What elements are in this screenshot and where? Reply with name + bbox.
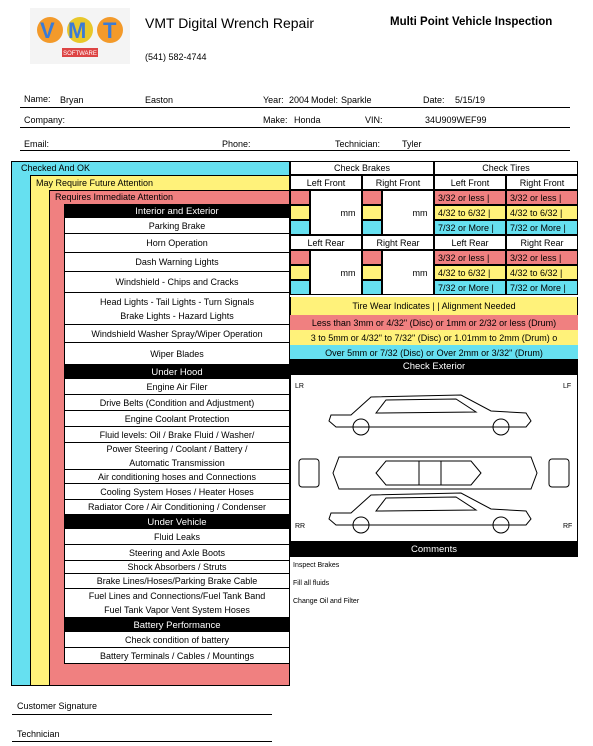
comments-title: Comments (290, 542, 578, 557)
battery-item[interactable] (64, 648, 290, 664)
exterior-rr-label: RR (295, 523, 306, 530)
wear-yellow-row: 3 to 5mm or 4/32" to 7/32" (Disc) or 1.01mm to 2mm (Drum) o (290, 330, 578, 345)
logo-graphic (30, 8, 130, 64)
brake-rear-unit: mm (412, 268, 428, 278)
company-logo (30, 8, 130, 64)
brakes-left-rear-header: Left Rear (290, 235, 362, 250)
svg-text:M: M (68, 18, 87, 43)
checklist-item-text: Air conditioning hoses and Connections (97, 471, 257, 482)
technician-value[interactable]: Tyler (402, 139, 422, 149)
checklist-item-text: Parking Brake (148, 220, 206, 231)
vin-value[interactable]: 34U909WEF99 (425, 115, 487, 125)
brakes-title: Check Brakes (290, 161, 434, 175)
form-title: Multi Point Vehicle Inspection (390, 16, 553, 28)
company-name: VMT Digital Wrench Repair (145, 15, 315, 31)
name-label: Name: (24, 94, 51, 104)
hood-item[interactable] (64, 443, 290, 470)
comment-line-2[interactable]: Fill all fluids (293, 580, 330, 587)
interior-item[interactable] (64, 234, 290, 253)
brake-front-unit: mm (412, 208, 428, 218)
tires-title: Check Tires (434, 161, 578, 175)
tires-right-front-header: Right Front (506, 175, 578, 190)
checklist-item-text: Fluid levels: Oil / Brake Fluid / Washer/ (99, 429, 255, 440)
tires-front-option[interactable]: 3/32 or less | (434, 190, 506, 205)
checklist-item-text: Dash Warning Lights (135, 257, 219, 267)
brakes-right-front-header: Right Front (362, 175, 434, 190)
checklist-item-text: Wiper Blades (150, 348, 204, 359)
tires-rear-option[interactable]: 4/32 to 6/32 | (434, 265, 506, 280)
battery-item[interactable] (64, 632, 290, 648)
hood-item[interactable] (64, 411, 290, 427)
checklist-item-text: Power Steering / Coolant / Battery / (106, 444, 248, 454)
vin-label: VIN: (365, 115, 383, 125)
tires-front-option[interactable]: 7/32 or More | (434, 220, 506, 235)
checklist-item-text: Steering and Axle Boots (128, 547, 226, 558)
year-label: Year: (263, 95, 284, 105)
model-label: Model: (311, 95, 339, 105)
brake-rear-swatch (362, 250, 382, 265)
hood-item[interactable] (64, 379, 290, 395)
tires-front-option[interactable]: 4/32 to 6/32 | (434, 205, 506, 220)
vehicle-item[interactable] (64, 589, 290, 618)
interior-item[interactable] (64, 272, 290, 293)
interior-item[interactable] (64, 293, 290, 325)
brake-front-swatch (290, 220, 310, 235)
brakes-right-rear-header: Right Rear (362, 235, 434, 250)
hood-item[interactable] (64, 427, 290, 443)
company-underline (20, 127, 570, 128)
company-label: Company: (24, 115, 66, 125)
tires-rear-option[interactable]: 3/32 or less | (506, 250, 578, 265)
brake-front-swatch (362, 220, 382, 235)
exterior-lr-label: LR (295, 383, 304, 390)
vehicle-item[interactable] (64, 574, 290, 589)
make-label: Make: (263, 115, 288, 125)
tires-front-option[interactable]: 7/32 or More | (506, 220, 578, 235)
brake-rear-swatch (290, 250, 310, 265)
checklist-item-text: Radiator Core / Air Conditioning / Condenser (87, 502, 267, 512)
model-value[interactable]: Sparkle (341, 95, 372, 105)
interior-item[interactable] (64, 343, 290, 365)
exterior-lf-label: LF (563, 383, 572, 390)
brake-front-swatch (362, 190, 382, 205)
email-underline (20, 150, 570, 151)
make-value[interactable]: Honda (294, 115, 321, 125)
comment-line-1[interactable]: Inspect Brakes (293, 562, 340, 569)
section-under-hood: Under Hood (64, 365, 290, 379)
wear-title: Tire Wear Indicates | | Alignment Needed (290, 297, 578, 315)
tires-rear-option[interactable]: 4/32 to 6/32 | (506, 265, 578, 280)
hood-item[interactable] (64, 484, 290, 500)
brakes-left-front-header: Left Front (290, 175, 362, 190)
email-label: Email: (24, 139, 50, 149)
checklist-item-text: Shock Absorbers / Struts (127, 562, 227, 572)
tires-rear-option[interactable]: 3/32 or less | (434, 250, 506, 265)
checklist-item-text: Automatic Transmission (129, 458, 225, 468)
exterior-title: Check Exterior (290, 359, 578, 374)
technician-label: Technician: (335, 139, 381, 149)
wear-red-row: Less than 3mm or 4/32" (Disc) or 1mm or 2/32 or less (Drum) (290, 315, 578, 330)
comment-line-3[interactable]: Change Oil and Filter (293, 598, 360, 605)
checklist-item-text: Head Lights - Tail Lights - Turn Signals (100, 296, 254, 307)
tires-rear-option[interactable]: 7/32 or More | (434, 280, 506, 295)
checklist-item-text: Engine Coolant Protection (124, 413, 230, 424)
legend-ok-label: Checked And OK (21, 163, 91, 173)
checklist-item-text: Brake Lines/Hoses/Parking Brake Cable (96, 576, 258, 586)
vehicle-item[interactable] (64, 545, 290, 561)
interior-item[interactable] (64, 253, 290, 272)
name-underline (20, 107, 570, 108)
checklist-item-text: Cooling System Hoses / Heater Hoses (100, 486, 254, 497)
customer-signature-label: Customer Signature (17, 701, 98, 711)
svg-text:SOFTWARE: SOFTWARE (63, 51, 97, 57)
brake-rear-swatch (362, 265, 382, 280)
vehicle-item[interactable] (64, 561, 290, 574)
checklist-item-text: Engine Air Filer (146, 381, 208, 392)
checklist-item-text: Horn Operation (146, 238, 208, 248)
exterior-rf-label: RF (563, 523, 573, 530)
checklist-item-text: Fluid Leaks (153, 531, 201, 542)
wear-cyan-row: Over 5mm or 7/32 (Disc) or Over 2mm or 3/32" (Drum) (290, 345, 578, 360)
checklist-item-text: Fuel Tank Vapor Vent System Hoses (104, 605, 250, 615)
checklist-item-text: Drive Belts (Condition and Adjustment) (99, 397, 255, 408)
brake-rear-swatch (290, 280, 310, 295)
brake-front-swatch (290, 205, 310, 220)
company-phone: (541) 582-4744 (145, 52, 207, 62)
legend-immediate-label: Requires Immediate Attention (55, 192, 174, 202)
technician-line[interactable] (12, 741, 272, 742)
legend-future-label: May Require Future Attention (36, 178, 154, 188)
section-under-vehicle: Under Vehicle (64, 515, 290, 529)
checklist-item-text: Brake Lights - Hazard Lights (120, 310, 234, 321)
hood-item[interactable] (64, 470, 290, 484)
section-interior-exterior: Interior and Exterior (64, 204, 290, 218)
technician-signature-label: Technician (17, 729, 60, 739)
section-battery: Battery Performance (64, 618, 290, 632)
brake-rear-swatch (362, 280, 382, 295)
svg-text:V: V (40, 18, 55, 43)
date-label: Date: (423, 95, 445, 105)
tires-front-option[interactable]: 4/32 to 6/32 | (506, 205, 578, 220)
vehicle-item[interactable] (64, 529, 290, 545)
tires-rear-option[interactable]: 7/32 or More | (506, 280, 578, 295)
tires-front-option[interactable]: 3/32 or less | (506, 190, 578, 205)
brake-front-unit: mm (340, 208, 356, 218)
checklist-item-text: Fuel Lines and Connections/Fuel Tank Band (88, 591, 266, 601)
phone-label: Phone: (222, 139, 251, 149)
hood-item[interactable] (64, 500, 290, 515)
brake-rear-unit: mm (340, 268, 356, 278)
tires-left-front-header: Left Front (434, 175, 506, 190)
interior-item[interactable] (64, 325, 290, 343)
checklist-item-text: Windshield Washer Spray/Wiper Operation (91, 328, 263, 339)
last-name-value[interactable]: Easton (145, 95, 174, 105)
first-name-value[interactable]: Bryan (60, 95, 84, 105)
tires-right-rear-header: Right Rear (506, 235, 578, 250)
interior-item[interactable] (64, 218, 290, 234)
exterior-diagram[interactable] (290, 374, 578, 542)
checklist-item-text: Windshield - Chips and Cracks (115, 277, 239, 287)
date-value[interactable]: 5/15/19 (455, 95, 486, 105)
signature-line[interactable] (12, 714, 272, 715)
car-outline-icon (291, 375, 577, 541)
year-value[interactable]: 2004 (289, 95, 310, 105)
tires-left-rear-header: Left Rear (434, 235, 506, 250)
hood-item[interactable] (64, 395, 290, 411)
checklist-item-text: Check condition of battery (124, 634, 230, 645)
checklist-item-text: Battery Terminals / Cables / Mountings (100, 650, 254, 661)
brake-front-swatch (290, 190, 310, 205)
svg-text:T: T (103, 18, 117, 43)
brake-rear-swatch (290, 265, 310, 280)
brake-front-swatch (362, 205, 382, 220)
